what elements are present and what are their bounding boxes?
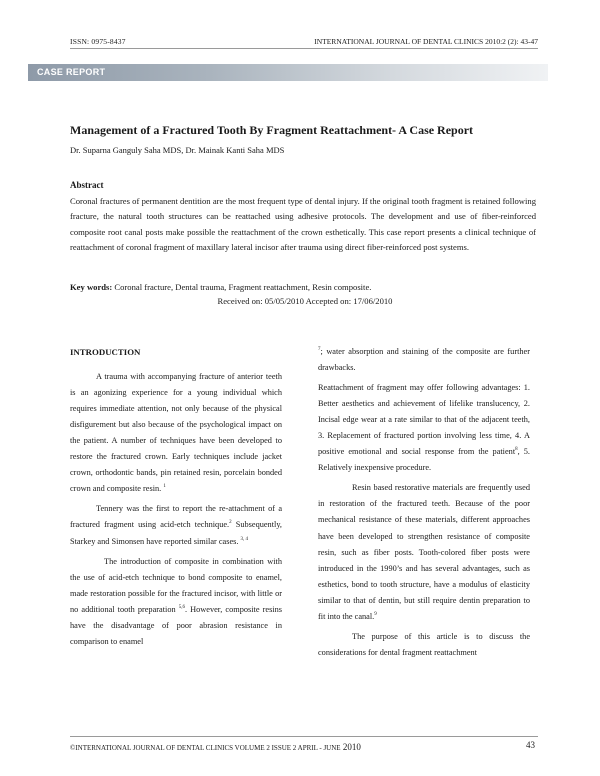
- paragraph-2: [70, 501, 282, 549]
- paragraph-4-text-b: , 5. Relatively inexpensive procedure.: [318, 447, 530, 473]
- paragraph-3-continued: [318, 344, 530, 376]
- citation-ref: 2: [229, 520, 232, 526]
- paragraph-6: The purpose of this article is to discuss the considerations for dental fragment reattachment: [318, 631, 530, 657]
- citation-ref: 8: [515, 447, 518, 453]
- citation-ref: 9: [374, 611, 377, 617]
- body-column-right: [318, 344, 530, 661]
- citation-ref: 5,6: [178, 604, 185, 610]
- paragraph-2-text-a: Tennery was the first to report the re-attachment of a fractured fragment using acid-etch technique.: [70, 504, 282, 530]
- paragraph-5: [318, 480, 530, 624]
- citation-ref: 3, 4: [240, 536, 249, 542]
- paragraph-5-text: Resin based restorative materials are frequently used in restoration of the fractured teeth. Because of the poor mechanical resistance of these materials, different approaches have been developed to strengthen resistance of composite resin, such as fiber posts. Tooth-colored fiber posts were introduced in the 1990’s and has several advantages, such as esthetics, bond to tooth structure, have a modulus of elasticity similar to that of dentin, but still require dentin preparation to fit into the canal.: [318, 483, 530, 621]
- paragraph-4: [318, 380, 530, 476]
- banner-label: CASE REPORT: [37, 67, 106, 77]
- page-number: 43: [526, 740, 535, 750]
- journal-reference: INTERNATIONAL JOURNAL OF DENTAL CLINICS 2010:2 (2): 43-47: [314, 37, 538, 46]
- footer-journal: ©INTERNATIONAL JOURNAL OF DENTAL CLINICS VOLUME 2 ISSUE 2 APRIL - JUNE: [70, 744, 341, 752]
- paragraph-4-text-a: Reattachment of fragment may offer following advantages: 1. Better aesthetics and achievement of lifelike translucency, 2. Incisal edge wear at a rate similar to that of the adjacent teeth, 3. Replacement of fractured portion involving less time, 4. A positive emotional and social response from the patient: [318, 383, 530, 457]
- keywords-list: Coronal fracture, Dental trauma, Fragment reattachment, Resin composite.: [112, 282, 372, 292]
- paragraph-2-text-b: Subsequently, Starkey and Simonsen have reported similar cases.: [70, 520, 282, 546]
- case-report-banner: [28, 64, 548, 81]
- issn: ISSN: 0975-8437: [70, 37, 126, 46]
- introduction-heading: INTRODUCTION: [70, 347, 141, 357]
- paragraph-1: [70, 369, 282, 497]
- article-title: Management of a Fractured Tooth By Fragment Reattachment- A Case Report: [70, 123, 474, 137]
- body-column-left: [70, 344, 282, 650]
- footer-year: 2010: [340, 742, 361, 752]
- paragraph-3-text-a: The introduction of composite in combination with the use of acid-etch technique to bond composite to enamel, made restoration possible for the fractured incisor, with little or no additional tooth preparation: [70, 556, 282, 614]
- footer-citation: [70, 742, 361, 752]
- paragraph-3-text-b: . However, composite resins have the disadvantage of poor abrasion resistance in comparison to enamel: [70, 604, 282, 646]
- received-accepted-dates: Received on: 05/05/2010 Accepted on: 17/06/2010: [217, 296, 393, 306]
- paragraph-1-text: A trauma with accompanying fracture of anterior teeth is an agonizing experience for a young individual which requires immediate attention, not only because of the physical disfigurement but also because of the psychological impact on the patient. A number of techniques have been developed to restore the fractured crown. Early techniques include jacket crown, orthodontic bands, pin retained resin, porcelain bonded crown and composite resin.: [70, 372, 282, 494]
- keywords-label: Key words:: [70, 282, 113, 292]
- paragraph-3-text-c: ; water absorption and staining of the composite are further drawbacks.: [318, 347, 530, 373]
- citation-ref: 7: [318, 347, 321, 353]
- footer-divider: [70, 736, 538, 737]
- keywords: [70, 280, 540, 294]
- abstract-text: Coronal fractures of permanent dentition are the most frequent type of dental injury. If the original tooth fragment is retained following fracture, the natural tooth structures can be reattached using adhesive protocols. The development and use of fiber-reinforced composite root canal posts make possible the reattachment of the crown esthetically. This case report presents a clinical technique of reattachment of coronal fragment of maxillary lateral incisor after trauma using direct fiber-reinforced post systems.: [70, 196, 536, 252]
- citation-ref: 1: [163, 484, 166, 490]
- article-authors: Dr. Suparna Ganguly Saha MDS, Dr. Mainak Kanti Saha MDS: [70, 145, 285, 155]
- abstract-heading: Abstract: [70, 180, 104, 190]
- header-divider: [70, 48, 538, 49]
- paragraph-3: [70, 554, 282, 650]
